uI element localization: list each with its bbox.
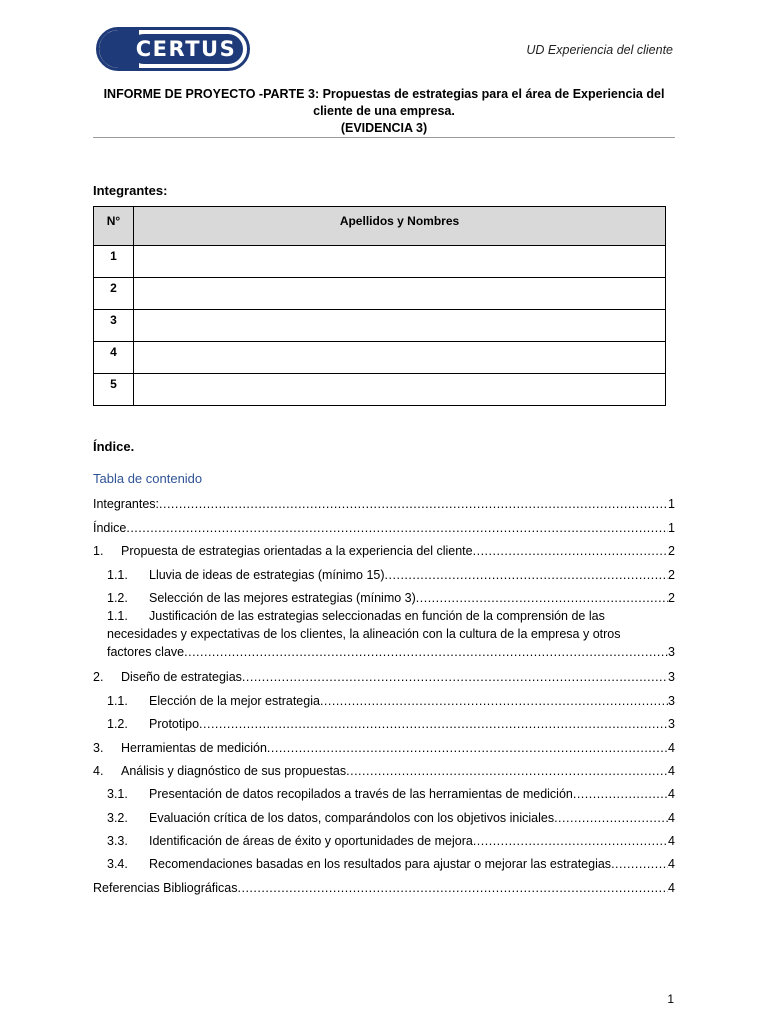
toc-leader [126, 521, 668, 535]
toc-page: 4 [668, 857, 675, 872]
toc-entry-text: Elección de la mejor estrategia [149, 693, 320, 708]
name-cell[interactable] [134, 342, 666, 374]
header-subtitle: UD Experiencia del cliente [526, 43, 673, 57]
toc-entry[interactable] [93, 731, 675, 754]
toc-leader [473, 544, 668, 558]
members-table [93, 206, 666, 406]
toc-entry-text: Recomendaciones basadas en los resultados para ajustar o mejorar las estrategias [149, 857, 612, 872]
page-number: 1 [667, 992, 674, 1006]
table-of-contents [93, 488, 675, 895]
toc-entry-text: factores clave [107, 644, 185, 659]
toc-entry[interactable] [93, 708, 675, 731]
toc-leader [346, 764, 668, 778]
table-row [94, 246, 666, 278]
toc-entry-text: Propuesta de estrategias orientadas a la experiencia del cliente [121, 544, 473, 559]
toc-page: 2 [668, 544, 675, 559]
toc-entry[interactable] [93, 848, 675, 871]
toc-entry[interactable] [93, 488, 675, 511]
toc-entry-text: Referencias Bibliográficas [93, 880, 238, 895]
toc-leader [554, 811, 668, 825]
toc-entry-number: 3.3. [107, 834, 128, 849]
title-divider [93, 137, 675, 138]
toc-page: 4 [668, 810, 675, 825]
toc-entry[interactable] [93, 511, 675, 534]
toc-leader [473, 834, 668, 848]
toc-entry-number: 1.2. [107, 590, 128, 605]
row-number: 3 [94, 310, 134, 342]
toc-entry-text: Lluvia de ideas de estrategias (mínimo 15) [149, 567, 385, 582]
toc-entry[interactable] [93, 558, 675, 581]
row-number: 1 [94, 246, 134, 278]
toc-entry-text: Identificación de áreas de éxito y oportunidades de mejora [149, 834, 473, 849]
toc-page: 1 [668, 497, 675, 512]
toc-entry[interactable] [93, 755, 675, 778]
toc-entry[interactable] [93, 605, 675, 661]
table-row [94, 342, 666, 374]
indice-heading: Índice. [93, 439, 135, 454]
toc-entry-text: Presentación de datos recopilados a través de las herramientas de medición [149, 787, 573, 802]
integrantes-heading: Integrantes: [93, 183, 168, 198]
toc-entry-text: Prototipo [149, 717, 200, 732]
toc-leader [385, 568, 669, 582]
toc-entry-text: Evaluación crítica de los datos, comparándolos con los objetivos iniciales [149, 810, 555, 825]
toc-entry-number: 3.4. [107, 857, 128, 872]
col-name-header: Apellidos y Nombres [134, 207, 666, 246]
toc-page: 3 [668, 670, 675, 685]
toc-entry[interactable] [93, 684, 675, 707]
toc-page: 1 [668, 520, 675, 535]
col-number-header: N° [94, 207, 134, 246]
toc-entry[interactable] [93, 582, 675, 605]
toc-entry-text: Herramientas de medición [121, 740, 267, 755]
toc-entry-text: Justificación de las estrategias seleccionadas en función de la comprensión de las [149, 608, 605, 623]
row-number: 4 [94, 342, 134, 374]
toc-leader [242, 670, 668, 684]
toc-entry[interactable] [93, 778, 675, 801]
title-line-1: INFORME DE PROYECTO -PARTE 3: Propuestas de estrategias para el área de Experiencia del [103, 87, 665, 101]
toc-entry-line [107, 607, 675, 625]
table-row [94, 278, 666, 310]
toc-entry-number: 2. [93, 670, 104, 685]
toc-entry-number: 1.1. [107, 693, 128, 708]
toc-entry-text: Análisis y diagnóstico de sus propuestas [121, 763, 347, 778]
toc-entry-text: Selección de las mejores estrategias (mínimo 3) [149, 590, 416, 605]
toc-leader [611, 857, 668, 871]
document-title [93, 86, 675, 137]
toc-entry-number: 1.2. [107, 717, 128, 732]
toc-entry-line [107, 643, 675, 661]
table-row [94, 310, 666, 342]
toc-page: 2 [668, 590, 675, 605]
toc-entry-number: 1.1. [107, 567, 128, 582]
name-cell[interactable] [134, 310, 666, 342]
toc-leader [267, 741, 668, 755]
toc-entry[interactable] [93, 871, 675, 894]
toc-leader [320, 694, 668, 708]
toc-entry-number: 3.2. [107, 810, 128, 825]
toc-page: 4 [668, 740, 675, 755]
toc-entry-text: Diseño de estrategias [121, 670, 242, 685]
title-line-2: cliente de una empresa. [313, 104, 455, 118]
certus-logo [96, 27, 250, 71]
table-row [94, 374, 666, 406]
name-cell[interactable] [134, 246, 666, 278]
toc-entry-number: 4. [93, 763, 104, 778]
toc-leader [238, 881, 669, 895]
toc-title: Tabla de contenido [93, 471, 203, 486]
toc-page: 4 [668, 834, 675, 849]
toc-entry-number: 3.1. [107, 787, 128, 802]
toc-leader [573, 787, 668, 801]
toc-entry-text: Integrantes: [93, 497, 160, 512]
name-cell[interactable] [134, 374, 666, 406]
toc-entry[interactable] [93, 825, 675, 848]
toc-entry-number: 3. [93, 740, 104, 755]
toc-page: 3 [668, 644, 675, 659]
toc-page: 4 [668, 763, 675, 778]
toc-entry[interactable] [93, 661, 675, 684]
row-number: 5 [94, 374, 134, 406]
toc-page: 3 [668, 717, 675, 732]
toc-entry[interactable] [93, 535, 675, 558]
toc-page: 4 [668, 880, 675, 895]
title-line-3: (EVIDENCIA 3) [340, 121, 428, 135]
toc-entry-number: 1. [93, 544, 104, 559]
members-header-row [94, 207, 666, 246]
toc-entry-text: Índice [93, 520, 127, 535]
row-number: 2 [94, 278, 134, 310]
toc-leader [184, 643, 668, 661]
toc-entry[interactable] [93, 801, 675, 824]
toc-page: 3 [668, 693, 675, 708]
toc-page: 2 [668, 567, 675, 582]
toc-page: 4 [668, 787, 675, 802]
toc-leader [159, 497, 668, 511]
name-cell[interactable] [134, 278, 666, 310]
toc-leader [416, 591, 668, 605]
toc-leader [199, 717, 668, 731]
toc-entry-line: necesidades y expectativas de los clientes, la alineación con la cultura de la empresa y otros [107, 626, 621, 641]
toc-entry-number: 1.1. [107, 608, 128, 623]
logo-wordmark: CERTUS [129, 34, 243, 64]
